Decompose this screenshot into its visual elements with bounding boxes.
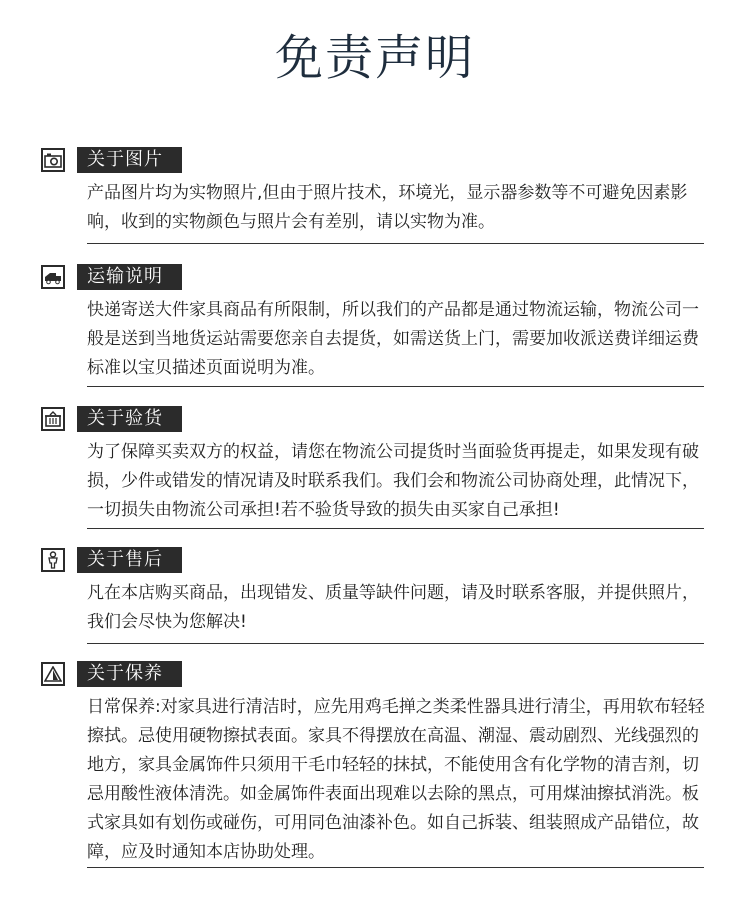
section-heading: 关于图片 xyxy=(77,147,182,173)
section-heading: 关于保养 xyxy=(77,661,182,687)
person-icon xyxy=(41,548,65,572)
divider xyxy=(87,643,704,644)
divider xyxy=(87,386,704,387)
divider xyxy=(87,867,704,868)
warning-triangle-icon xyxy=(41,662,65,686)
page-title: 免责声明 xyxy=(274,30,475,86)
camera-icon xyxy=(41,148,65,172)
delivery-truck-icon xyxy=(41,265,65,289)
divider xyxy=(87,243,704,244)
section-text: 日常保养:对家具进行清洁时，应先用鸡毛掸之类柔性器具进行清尘，再用软布轻轻擦拭。忌使用硬物擦拭表面。家具不得摆放在高温、潮湿、震动剧烈、光线强烈的地方，家具金属饰件只须用干毛巾轻轻的抹拭，不能使用含有化学物的清吉剂，切忌用酸性液体清洗。如金属饰件表面出现难以去除的黑点，可用煤油擦拭消洗。板式家具如有划伤或碰伤，可用同色油漆补色。如自己拆装、组装照成产品错位，故障，应及时通知本店协助处理。 xyxy=(87,697,705,862)
section-header xyxy=(41,262,182,292)
section-text: 为了保障买卖双方的权益，请您在物流公司提货时当面验货再提走，如果发现有破损，少件或错发的情况请及时联系我们。我们会和物流公司协商处理，此情况下，一切损失由物流公司承担!若不验货导致的损失由买家自己承担! xyxy=(87,442,699,520)
section-header xyxy=(41,545,182,575)
section-text: 凡在本店购买商品，出现错发、质量等缺件问题，请及时联系客服，并提供照片，我们会尽快为您解决! xyxy=(87,583,699,632)
package-icon xyxy=(41,407,65,431)
section-heading: 运输说明 xyxy=(77,264,182,290)
section-heading: 关于售后 xyxy=(77,547,182,573)
section-text: 产品图片均为实物照片,但由于照片技术，环境光，显示器参数等不可避免因素影响，收到的实物颜色与照片会有差别，请以实物为准。 xyxy=(87,183,688,232)
section-heading: 关于验货 xyxy=(77,406,182,432)
section-header xyxy=(41,659,182,689)
divider xyxy=(87,528,704,529)
section-header xyxy=(41,404,182,434)
section-header xyxy=(41,145,182,175)
section-text: 快递寄送大件家具商品有所限制，所以我们的产品都是通过物流运输，物流公司一般是送到当地货运站需要您亲自去提货，如需送货上门，需要加收派送费详细运费标准以宝贝描述页面说明为准。 xyxy=(87,300,699,378)
